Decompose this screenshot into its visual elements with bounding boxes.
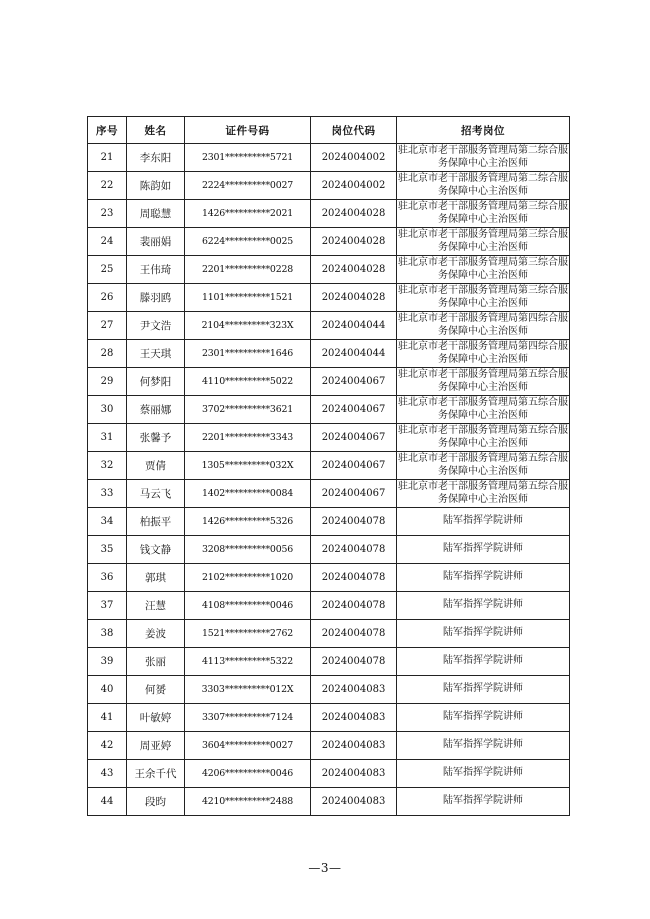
cell-position: 陆军指挥学院讲师 — [397, 704, 570, 732]
cell-name: 姜波 — [127, 620, 185, 648]
table-row — [88, 172, 570, 200]
table-row — [88, 760, 570, 788]
table-row — [88, 508, 570, 536]
header-position: 招考岗位 — [397, 117, 570, 144]
cell-position: 驻北京市老干部服务管理局第二综合服务保障中心主治医师 — [397, 144, 570, 172]
cell-post-code: 2024004083 — [311, 676, 397, 704]
table-row — [88, 536, 570, 564]
cell-id-number: 1426**********5326 — [185, 508, 311, 536]
cell-position: 陆军指挥学院讲师 — [397, 592, 570, 620]
cell-position: 驻北京市老干部服务管理局第三综合服务保障中心主治医师 — [397, 228, 570, 256]
table-row — [88, 228, 570, 256]
cell-position: 陆军指挥学院讲师 — [397, 676, 570, 704]
cell-seq: 33 — [88, 480, 127, 508]
cell-seq: 34 — [88, 508, 127, 536]
table-row — [88, 564, 570, 592]
cell-name: 尹文浩 — [127, 312, 185, 340]
cell-seq: 26 — [88, 284, 127, 312]
table-row — [88, 788, 570, 816]
cell-position: 驻北京市老干部服务管理局第五综合服务保障中心主治医师 — [397, 452, 570, 480]
table-row — [88, 312, 570, 340]
cell-id-number: 4113**********5322 — [185, 648, 311, 676]
cell-position: 驻北京市老干部服务管理局第四综合服务保障中心主治医师 — [397, 312, 570, 340]
cell-seq: 23 — [88, 200, 127, 228]
cell-post-code: 2024004078 — [311, 564, 397, 592]
cell-name: 马云飞 — [127, 480, 185, 508]
cell-id-number: 2201**********3343 — [185, 424, 311, 452]
cell-seq: 37 — [88, 592, 127, 620]
header-seq: 序号 — [88, 117, 127, 144]
cell-position: 驻北京市老干部服务管理局第五综合服务保障中心主治医师 — [397, 368, 570, 396]
cell-name: 周聪慧 — [127, 200, 185, 228]
cell-position: 陆军指挥学院讲师 — [397, 760, 570, 788]
cell-name: 段昀 — [127, 788, 185, 816]
cell-name: 王天琪 — [127, 340, 185, 368]
table-row — [88, 424, 570, 452]
cell-seq: 43 — [88, 760, 127, 788]
cell-id-number: 2301**********1646 — [185, 340, 311, 368]
cell-post-code: 2024004078 — [311, 620, 397, 648]
cell-post-code: 2024004078 — [311, 592, 397, 620]
cell-seq: 25 — [88, 256, 127, 284]
cell-name: 王伟琦 — [127, 256, 185, 284]
header-post-code: 岗位代码 — [311, 117, 397, 144]
cell-id-number: 3307**********7124 — [185, 704, 311, 732]
cell-id-number: 2201**********0228 — [185, 256, 311, 284]
cell-seq: 39 — [88, 648, 127, 676]
cell-id-number: 2104**********323X — [185, 312, 311, 340]
cell-position: 驻北京市老干部服务管理局第三综合服务保障中心主治医师 — [397, 200, 570, 228]
cell-seq: 21 — [88, 144, 127, 172]
cell-id-number: 1101**********1521 — [185, 284, 311, 312]
table-row — [88, 480, 570, 508]
table-row — [88, 368, 570, 396]
cell-id-number: 1521**********2762 — [185, 620, 311, 648]
cell-position: 陆军指挥学院讲师 — [397, 508, 570, 536]
cell-post-code: 2024004067 — [311, 424, 397, 452]
cell-post-code: 2024004067 — [311, 452, 397, 480]
cell-id-number: 4206**********0046 — [185, 760, 311, 788]
cell-seq: 35 — [88, 536, 127, 564]
table-row — [88, 592, 570, 620]
candidate-table — [87, 116, 570, 816]
cell-id-number: 2301**********5721 — [185, 144, 311, 172]
cell-id-number: 4210**********2488 — [185, 788, 311, 816]
table-header-row — [88, 117, 570, 144]
cell-name: 滕羽鸥 — [127, 284, 185, 312]
cell-name: 王余千代 — [127, 760, 185, 788]
cell-seq: 36 — [88, 564, 127, 592]
header-id-number: 证件号码 — [185, 117, 311, 144]
cell-id-number: 2102**********1020 — [185, 564, 311, 592]
cell-name: 柏振平 — [127, 508, 185, 536]
cell-id-number: 3303**********012X — [185, 676, 311, 704]
table-row — [88, 648, 570, 676]
cell-seq: 44 — [88, 788, 127, 816]
cell-name: 汪慧 — [127, 592, 185, 620]
cell-name: 贾倩 — [127, 452, 185, 480]
table-row — [88, 704, 570, 732]
cell-post-code: 2024004028 — [311, 228, 397, 256]
cell-id-number: 3702**********3621 — [185, 396, 311, 424]
cell-name: 裴丽娟 — [127, 228, 185, 256]
table-row — [88, 620, 570, 648]
cell-name: 周亚婷 — [127, 732, 185, 760]
cell-post-code: 2024004078 — [311, 648, 397, 676]
cell-name: 蔡丽娜 — [127, 396, 185, 424]
cell-name: 郭琪 — [127, 564, 185, 592]
cell-post-code: 2024004078 — [311, 536, 397, 564]
cell-id-number: 1305**********032X — [185, 452, 311, 480]
cell-id-number: 2224**********0027 — [185, 172, 311, 200]
cell-id-number: 1402**********0084 — [185, 480, 311, 508]
cell-post-code: 2024004002 — [311, 172, 397, 200]
cell-post-code: 2024004028 — [311, 200, 397, 228]
cell-id-number: 6224**********0025 — [185, 228, 311, 256]
cell-position: 陆军指挥学院讲师 — [397, 564, 570, 592]
cell-position: 驻北京市老干部服务管理局第四综合服务保障中心主治医师 — [397, 340, 570, 368]
cell-post-code: 2024004083 — [311, 704, 397, 732]
page-number: —3— — [308, 861, 342, 875]
cell-name: 钱文静 — [127, 536, 185, 564]
cell-post-code: 2024004067 — [311, 480, 397, 508]
table-row — [88, 200, 570, 228]
table-row — [88, 452, 570, 480]
cell-post-code: 2024004044 — [311, 312, 397, 340]
cell-position: 陆军指挥学院讲师 — [397, 620, 570, 648]
table-row — [88, 284, 570, 312]
cell-post-code: 2024004083 — [311, 788, 397, 816]
header-name: 姓名 — [127, 117, 185, 144]
cell-name: 何赟 — [127, 676, 185, 704]
cell-seq: 40 — [88, 676, 127, 704]
cell-id-number: 1426**********2021 — [185, 200, 311, 228]
cell-seq: 42 — [88, 732, 127, 760]
cell-id-number: 4110**********5022 — [185, 368, 311, 396]
cell-position: 陆军指挥学院讲师 — [397, 648, 570, 676]
table-row — [88, 256, 570, 284]
cell-name: 陈韵如 — [127, 172, 185, 200]
cell-seq: 31 — [88, 424, 127, 452]
cell-post-code: 2024004083 — [311, 732, 397, 760]
cell-position: 驻北京市老干部服务管理局第三综合服务保障中心主治医师 — [397, 256, 570, 284]
cell-position: 驻北京市老干部服务管理局第五综合服务保障中心主治医师 — [397, 480, 570, 508]
cell-seq: 24 — [88, 228, 127, 256]
cell-post-code: 2024004067 — [311, 396, 397, 424]
cell-seq: 28 — [88, 340, 127, 368]
table-row — [88, 396, 570, 424]
cell-id-number: 4108**********0046 — [185, 592, 311, 620]
cell-post-code: 2024004044 — [311, 340, 397, 368]
cell-name: 何梦阳 — [127, 368, 185, 396]
cell-seq: 38 — [88, 620, 127, 648]
cell-seq: 30 — [88, 396, 127, 424]
cell-position: 驻北京市老干部服务管理局第五综合服务保障中心主治医师 — [397, 424, 570, 452]
cell-seq: 32 — [88, 452, 127, 480]
table-row — [88, 732, 570, 760]
cell-position: 驻北京市老干部服务管理局第五综合服务保障中心主治医师 — [397, 396, 570, 424]
table-row — [88, 340, 570, 368]
cell-position: 陆军指挥学院讲师 — [397, 788, 570, 816]
cell-seq: 27 — [88, 312, 127, 340]
cell-post-code: 2024004067 — [311, 368, 397, 396]
cell-name: 李东阳 — [127, 144, 185, 172]
table-row — [88, 144, 570, 172]
cell-name: 张馨予 — [127, 424, 185, 452]
cell-post-code: 2024004028 — [311, 284, 397, 312]
cell-name: 叶敏婷 — [127, 704, 185, 732]
cell-position: 陆军指挥学院讲师 — [397, 536, 570, 564]
cell-post-code: 2024004028 — [311, 256, 397, 284]
cell-seq: 29 — [88, 368, 127, 396]
cell-post-code: 2024004078 — [311, 508, 397, 536]
cell-name: 张丽 — [127, 648, 185, 676]
cell-id-number: 3604**********0027 — [185, 732, 311, 760]
cell-post-code: 2024004002 — [311, 144, 397, 172]
table-row — [88, 676, 570, 704]
cell-position: 驻北京市老干部服务管理局第二综合服务保障中心主治医师 — [397, 172, 570, 200]
cell-position: 陆军指挥学院讲师 — [397, 732, 570, 760]
cell-id-number: 3208**********0056 — [185, 536, 311, 564]
cell-position: 驻北京市老干部服务管理局第三综合服务保障中心主治医师 — [397, 284, 570, 312]
cell-seq: 41 — [88, 704, 127, 732]
cell-post-code: 2024004083 — [311, 760, 397, 788]
cell-seq: 22 — [88, 172, 127, 200]
